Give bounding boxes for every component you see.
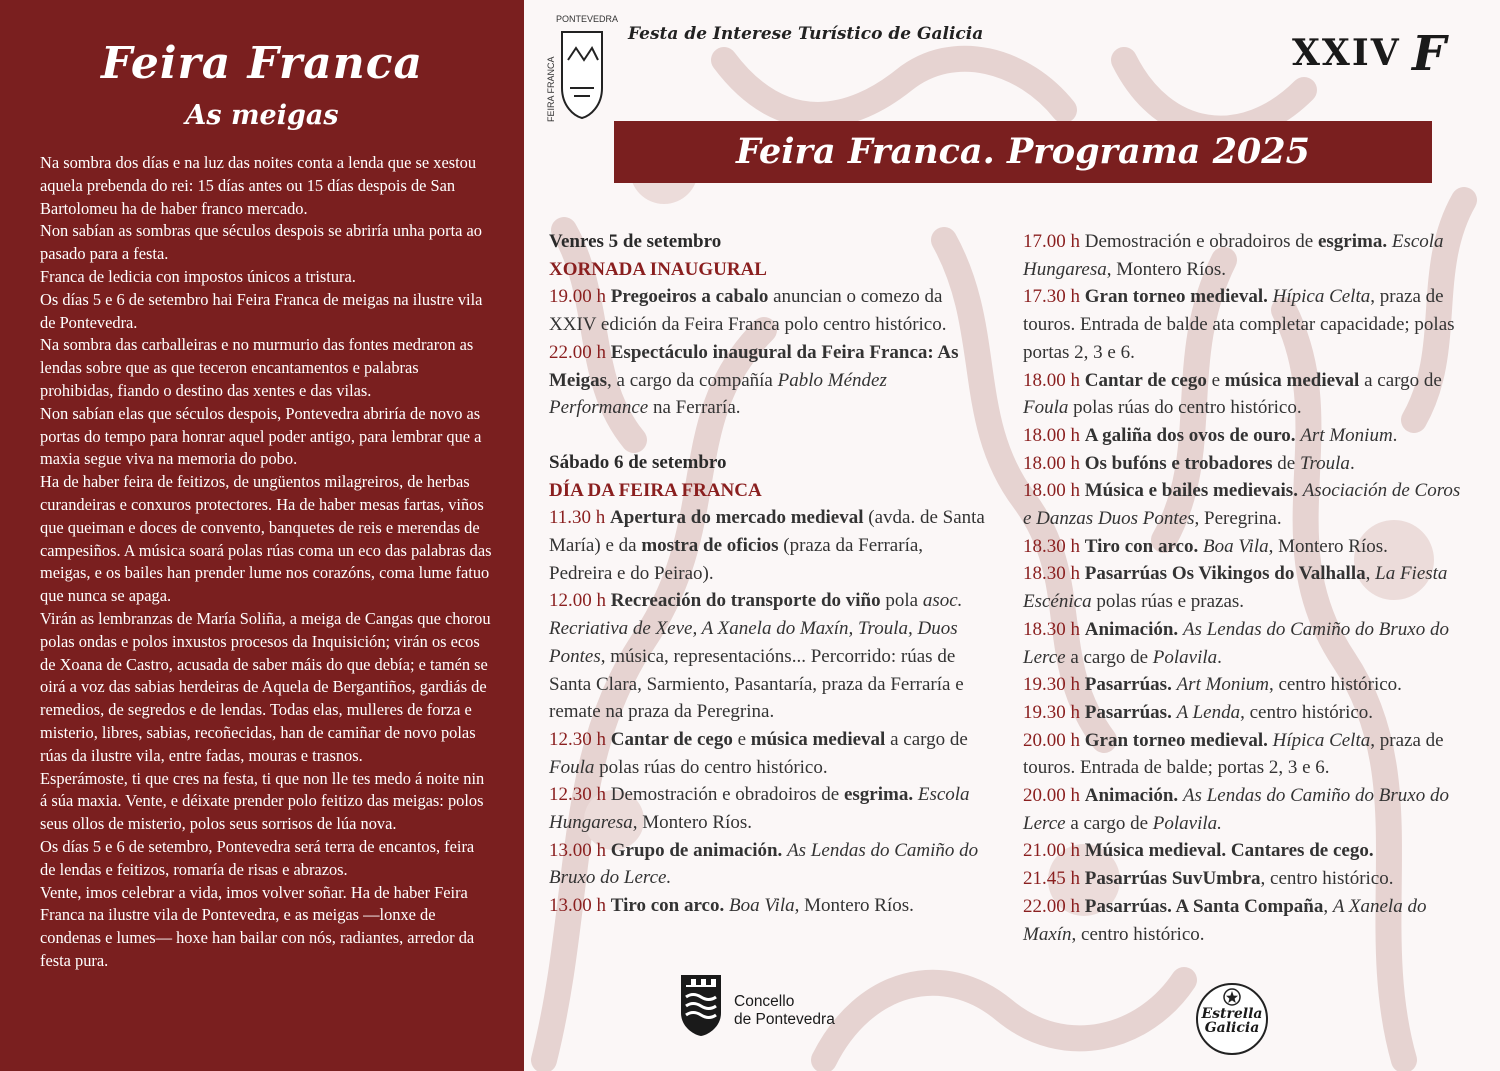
event-highlight: A galiña dos ovos de ouro. xyxy=(1084,424,1296,446)
event-time: 21.45 h xyxy=(1023,868,1085,890)
event-performer: A Lenda xyxy=(1176,701,1241,723)
event-item xyxy=(1023,837,1473,865)
paragraph: Vente, imos celebrar a vida, imos volver soñar. Ha de haber Feira Franca na ilustre vila de Pontevedra, e as meigas —lonxe de condenas e lumes— hoxe han bailar con nós, radiantes, arredor da festa pura. xyxy=(40,882,475,970)
paragraph: Virán as lembranzas de María Soliña, a meiga de Cangas que chorou polas ondas e polos inxustos procesos da Inquisición; virán os ecos de Xoana de Castro, acusada de saber máis do que debía; e tamén se oirá a voz das sabias herdeiras de Aquela de Bergantiños, gardiás de remedios, de segredos e de lendas. Todas elas, mulleres de forza e misterio, libres, sabias, recoñecidas, han de camiñar de novo polas rúas da ilustre vila, entre fadas, mouras e trasnos. xyxy=(40,608,491,765)
event-text: , Montero Ríos. xyxy=(1268,535,1388,557)
event-performer: Art Monium xyxy=(1176,674,1269,696)
event-text: a cargo de xyxy=(1359,369,1442,391)
event-highlight: música medieval xyxy=(750,728,886,750)
event-text: . xyxy=(1217,646,1222,668)
day-subheading: XORNADA INAUGURAL xyxy=(549,258,767,280)
event-highlight: Grupo de animación. xyxy=(610,839,783,861)
event-item xyxy=(549,892,989,920)
event-time: 22.00 h xyxy=(549,341,611,363)
event-highlight: Animación. xyxy=(1084,618,1179,640)
event-text: , música, representacións... Percorrido: rúas de Santa Clara, Sarmiento, Pasantaría, praza da Ferraría e remate na praza da Peregrina. xyxy=(549,645,964,723)
event-highlight: Pasarrúas SuvUmbra xyxy=(1084,868,1261,890)
event-item xyxy=(1023,477,1473,532)
event-text: , centro histórico. xyxy=(1240,701,1374,723)
event-performer: Art Monium xyxy=(1300,424,1393,446)
event-text: , Montero Ríos. xyxy=(632,812,753,834)
concello-line: Concello xyxy=(734,993,795,1010)
event-time: 18.00 h xyxy=(1023,480,1085,502)
event-text: Demostración e obradoiros de xyxy=(610,784,844,806)
sponsor-line: Galicia xyxy=(1204,1020,1260,1036)
event-highlight: Música medieval. Cantares de cego. xyxy=(1084,840,1374,862)
right-panel xyxy=(524,0,1500,1071)
event-text: pola xyxy=(880,590,923,612)
event-performer: Escola Hungaresa xyxy=(1023,231,1444,280)
event-text: (praza da Ferraría, Pedreira e do Peirao). xyxy=(549,535,924,584)
event-text: , Montero Ríos. xyxy=(1106,258,1227,280)
event-text: . xyxy=(1349,452,1355,474)
event-item xyxy=(1023,228,1473,283)
left-title: Feira Franca xyxy=(101,38,423,89)
event-time: 18.30 h xyxy=(1023,535,1085,557)
event-text: , centro histórico. xyxy=(1260,868,1394,890)
edition-number: XXIV xyxy=(1292,32,1401,74)
event-item xyxy=(1023,616,1473,671)
event-performer: As Lendas do Camiño do Bruxo do Lerce xyxy=(1023,618,1449,668)
event-text: e xyxy=(1206,369,1225,391)
event-highlight: Pasarrúas. A Santa Compaña xyxy=(1084,895,1324,917)
tourist-interest-label: Festa de Interese Turístico de Galicia xyxy=(628,24,984,44)
event-time: 17.00 h xyxy=(1023,231,1085,252)
day-heading: Venres 5 de setembro xyxy=(549,231,722,252)
event-highlight: Animación. xyxy=(1084,785,1179,807)
event-highlight: música medieval xyxy=(1224,369,1360,391)
event-item xyxy=(1023,422,1473,450)
event-highlight: Cantar de cego xyxy=(1084,369,1207,391)
event-highlight: Tiro con arco. xyxy=(1084,535,1199,557)
event-performer: Polavila xyxy=(1152,646,1218,668)
event-highlight: Gran torneo medieval. xyxy=(1084,286,1268,308)
program-column-left xyxy=(549,228,989,920)
event-text: na Ferraría. xyxy=(648,397,741,419)
event-highlight: Pasarrúas. xyxy=(1084,674,1172,696)
event-time: 12.30 h xyxy=(549,728,611,750)
event-item xyxy=(1023,865,1473,893)
paragraph: Os días 5 e 6 de setembro, Pontevedra será terra de encantos, feira de lendas e feitizos, romaría de risas e abrazos. xyxy=(40,836,475,879)
event-text: a cargo de xyxy=(885,728,968,750)
estrella-galicia-logo xyxy=(1196,983,1268,1055)
event-text: , praza de touros. Entrada de balde; portas 2, 3 e 6. xyxy=(1023,729,1444,779)
logo-vertical-text: FEIRA FRANCA xyxy=(546,56,556,122)
event-text: , xyxy=(1323,895,1333,917)
concello-logo xyxy=(678,973,898,1043)
event-time: 18.30 h xyxy=(1023,618,1085,640)
event-performer: A Xanela do Maxín xyxy=(1023,895,1427,945)
event-item xyxy=(1023,450,1473,478)
event-performer: Hípica Celta xyxy=(1272,729,1371,751)
paragraph: Franca de ledicia con impostos únicos a tristura. xyxy=(40,266,356,286)
event-performer: Escola Hungaresa xyxy=(549,784,970,834)
event-time: 20.00 h xyxy=(1023,785,1085,807)
event-item xyxy=(1023,782,1473,837)
pontevedra-feira-logo xyxy=(546,14,619,124)
event-highlight: Gran torneo medieval. xyxy=(1084,729,1268,751)
event-time: 17.30 h xyxy=(1023,286,1085,308)
event-text: , xyxy=(1365,563,1376,585)
event-highlight: Cantar de cego xyxy=(610,728,733,750)
event-text: , Montero Ríos. xyxy=(794,895,914,917)
star-icon xyxy=(1222,987,1242,1007)
concello-line: de Pontevedra xyxy=(734,1011,835,1028)
event-list xyxy=(549,504,989,920)
shield-icon xyxy=(560,30,604,120)
sponsor-line: Estrella xyxy=(1201,1006,1263,1022)
event-highlight: Tiro con arco. xyxy=(610,895,725,917)
event-item xyxy=(1023,533,1473,561)
left-panel xyxy=(0,0,524,1071)
event-performer: La Fiesta Escénica xyxy=(1023,563,1448,613)
event-highlight: Pregoeiros a cabalo xyxy=(610,286,769,308)
event-performer: Troula xyxy=(1299,452,1350,474)
event-item xyxy=(1023,560,1473,615)
event-item xyxy=(1023,671,1473,699)
event-highlight: Espectáculo inaugural da Feira Franca: As Meigas xyxy=(549,341,959,391)
event-highlight: mostra de oficios xyxy=(641,535,779,557)
event-item xyxy=(1023,893,1473,948)
event-time: 19.30 h xyxy=(1023,674,1085,696)
event-text: . xyxy=(1392,424,1398,446)
event-time: 13.00 h xyxy=(549,839,611,861)
event-performer: Polavila. xyxy=(1152,812,1222,834)
event-item xyxy=(549,726,989,781)
event-text: Demostración e obradoiros de xyxy=(1084,231,1318,252)
logo-word: PONTEVEDRA xyxy=(556,14,619,24)
event-item xyxy=(549,587,989,726)
event-highlight: Música e bailes medievais. xyxy=(1084,480,1298,502)
event-text: , praza de touros. Entrada de balde ata completar capacidade; polas portas 2, 3 e 6. xyxy=(1023,286,1455,363)
day-subheading: DÍA DA FEIRA FRANCA xyxy=(549,479,762,501)
event-highlight: Os bufóns e trobadores xyxy=(1084,452,1273,474)
event-item xyxy=(1023,699,1473,727)
event-time: 12.30 h xyxy=(549,784,611,806)
event-highlight: Apertura do mercado medieval xyxy=(610,507,864,529)
event-text: polas rúas e prazas. xyxy=(1091,591,1245,613)
event-time: 21.00 h xyxy=(1023,840,1085,862)
event-text: e xyxy=(732,728,751,750)
event-performer: Foula xyxy=(1023,397,1069,419)
event-item xyxy=(549,283,989,338)
legend-text xyxy=(40,152,492,973)
event-text: , Peregrina. xyxy=(1194,508,1282,530)
event-time: 20.00 h xyxy=(1023,729,1085,751)
paragraph: Non sabían elas que séculos despois, Pontevedra abriría de novo as portas do tempo para honrar aquel poder antigo, para lembrar que a maxia segue viva na memoria do pobo. xyxy=(40,403,482,469)
paragraph: Os días 5 e 6 de setembro hai Feira Franca de meigas na ilustre vila de Pontevedra. xyxy=(40,289,483,332)
event-text: polas rúas do centro histórico. xyxy=(594,756,828,778)
paragraph: Esperámoste, ti que cres na festa, ti que non lle tes medo á noite nin á súa maxia. Vente, e déixate prender polo feitizo das meigas: polos seus ollos de misterio, polos seus sorrisos de lúa nova. xyxy=(40,768,485,834)
event-text: , centro histórico. xyxy=(1071,923,1205,945)
event-time: 18.00 h xyxy=(1023,452,1085,474)
paragraph: Non sabían as sombras que séculos despois se abriría unha porta ao pasado para a festa. xyxy=(40,221,482,264)
event-item xyxy=(1023,367,1473,422)
event-highlight: Pasarrúas Os Vikingos do Valhalla xyxy=(1084,563,1366,585)
event-time: 18.00 h xyxy=(1023,369,1085,391)
sponsor-name xyxy=(1198,1007,1266,1035)
event-item xyxy=(549,837,989,892)
event-item xyxy=(549,781,989,836)
event-highlight: esgrima. xyxy=(1317,231,1388,252)
event-highlight: esgrima. xyxy=(843,784,914,806)
left-subtitle: As meigas xyxy=(185,100,339,131)
event-time: 19.00 h xyxy=(549,286,611,308)
event-performer: Boa Vila xyxy=(1202,535,1269,557)
paragraph: Na sombra dos días e na luz das noites conta a lenda que se xestou aquela prebenda do rei: 15 días antes ou 15 días despois de San Bartolomeu ha de haber franco mercado. xyxy=(40,153,477,218)
event-performer: asoc. Recriativa de Xeve, A Xanela do Maxín, Troula, Duos Pontes xyxy=(549,590,963,667)
event-item xyxy=(549,339,989,422)
edition-monogram: F xyxy=(1412,26,1447,82)
paragraph: Na sombra das carballeiras e no murmurio das fontes medraron as lendas sobre que as que teceron encantamentos e palabras prohibidas, fiando o destino das xentes e das vilas. xyxy=(40,335,474,400)
event-text: , centro histórico. xyxy=(1268,674,1402,696)
event-time: 12.00 h xyxy=(549,590,611,612)
event-performer: As Lendas do Camiño do Bruxo do Lerce xyxy=(1023,785,1449,834)
event-text: de xyxy=(1272,452,1300,474)
concello-name xyxy=(734,993,835,1029)
event-performer: Pablo Méndez Performance xyxy=(549,369,887,419)
event-text: a cargo de xyxy=(1065,812,1153,834)
event-text: polas rúas do centro histórico. xyxy=(1068,397,1302,419)
program-column-right xyxy=(1023,228,1473,948)
concello-shield-icon xyxy=(678,973,724,1037)
event-list xyxy=(549,283,989,422)
event-time: 19.30 h xyxy=(1023,701,1085,723)
event-time: 22.00 h xyxy=(1023,895,1085,917)
event-time: 18.30 h xyxy=(1023,563,1085,585)
event-time: 11.30 h xyxy=(549,507,611,529)
event-highlight: Pasarrúas. xyxy=(1084,701,1172,723)
event-performer: As Lendas do Camiño do Bruxo do Lerce. xyxy=(549,839,979,889)
event-highlight: Recreación do transporte do viño xyxy=(610,590,881,612)
event-performer: Asociación de Coros e Danzas Duos Pontes xyxy=(1023,480,1461,530)
event-performer: Foula xyxy=(549,756,595,778)
day-heading: Sábado 6 de setembro xyxy=(549,451,727,473)
event-item xyxy=(549,504,989,587)
event-item xyxy=(1023,727,1473,782)
event-text: (avda. de Santa María) e da xyxy=(549,507,985,557)
event-text: a cargo de xyxy=(1065,646,1153,668)
event-time: 13.00 h xyxy=(549,895,611,917)
event-performer: Boa Vila xyxy=(728,895,795,917)
program-banner: Feira Franca. Programa 2025 xyxy=(614,121,1432,183)
event-time: 18.00 h xyxy=(1023,424,1085,446)
event-item xyxy=(1023,283,1473,366)
event-text: anuncian o comezo da XXIV edición da Feira Franca polo centro histórico. xyxy=(549,286,947,336)
event-text: , a cargo da compañía xyxy=(607,369,778,391)
event-list xyxy=(1023,228,1473,948)
event-performer: Hípica Celta xyxy=(1272,286,1371,308)
paragraph: Ha de haber feira de feitizos, de ungüentos milagreiros, de herbas curandeiras e conxuros protectores. Ha de haber mesas fartas, viños que queiman e doces de convento, banquetes de reis e merendas de campesiños. A música soará polas rúas coma un eco das palabras das meigas, e os bailes han prender lume nos corazóns, coma lume fatuo que nunca se apaga. xyxy=(40,472,492,606)
